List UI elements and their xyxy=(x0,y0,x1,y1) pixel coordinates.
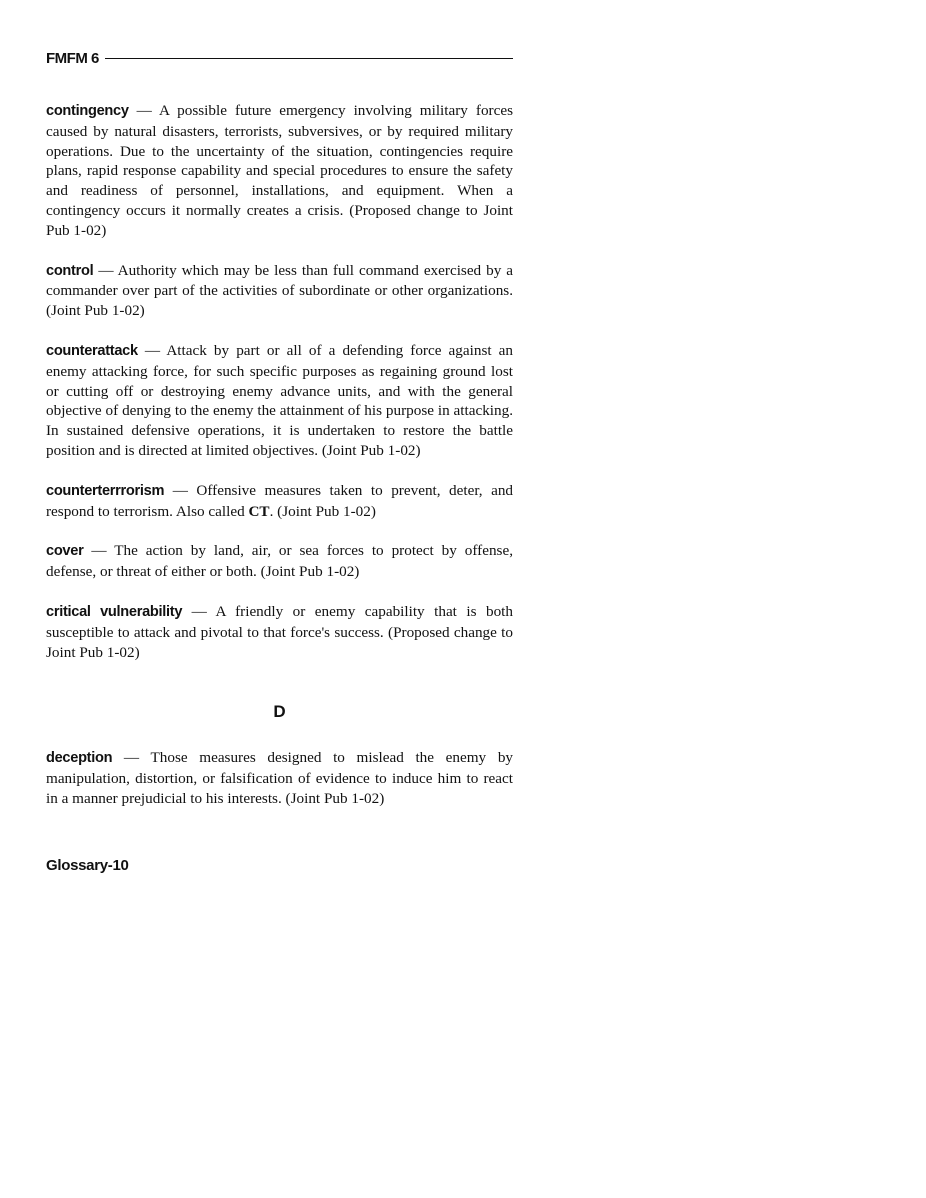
page-footer-label: Glossary-10 xyxy=(46,857,129,874)
glossary-entry-cover xyxy=(46,541,513,582)
glossary-entry-counterterrorism xyxy=(46,481,513,522)
entry-separator: — xyxy=(144,341,161,359)
entry-separator: — xyxy=(98,261,114,279)
entry-separator: — xyxy=(91,542,107,560)
section-heading-letter: D xyxy=(273,702,286,722)
entry-definition-end: . (Joint Pub 1-02) xyxy=(269,502,376,520)
entry-definition: Authority which may be less than full command exercised by a commander over part of the activities of subordinate or other organizations. (Joint Pub 1-02) xyxy=(46,261,513,320)
entry-separator: — xyxy=(172,481,188,499)
entry-term: deception xyxy=(46,750,113,767)
entry-definition: Offensive measures taken to prevent, deter, and respond to terrorism. Also called xyxy=(46,481,514,520)
glossary-entry-counterattack xyxy=(46,341,513,461)
glossary-entry-contingency xyxy=(46,101,513,241)
header-rule xyxy=(105,58,513,59)
page-header xyxy=(46,47,513,69)
entry-definition: Attack by part or all of a defending force against an enemy attacking force, for such specific purposes as regaining ground lost or cutting off or destroying enemy advance units, and with the general objective of denying to the enemy the attainment of his purpose in attacking. In sustained defensive operations, it is undertaken to restore the battle position and is directed at limited objectives. (Joint Pub 1-02) xyxy=(46,341,513,459)
entry-term: cover xyxy=(46,543,84,560)
glossary-entry-critical-vulnerability xyxy=(46,602,513,662)
entry-term: critical vulnerability xyxy=(46,603,183,620)
entry-definition: A friendly or enemy capability that is both susceptible to attack and pivotal to that force's success. (Proposed change to Joint Pub 1-02) xyxy=(46,602,513,661)
entry-definition: A possible future emergency involving military forces caused by natural disasters, terrorists, subversives, or by required military operations. Due to the uncertainty of the situation, contingencies require plans, rapid response capability and special procedures to ensure the safety and readiness of personnel, installations, and equipment. When a contingency occurs it normally creates a crisis. (Proposed change to Joint Pub 1-02) xyxy=(46,102,513,239)
glossary-entry-control xyxy=(46,261,513,321)
entry-term: contingency xyxy=(46,103,129,119)
entry-definition: Those measures designed to mislead the enemy by manipulation, distortion, or falsification of evidence to induce him to react in a manner prejudicial to his interests. (Joint Pub 1-02) xyxy=(46,749,514,807)
glossary-content xyxy=(46,101,513,829)
entry-term: control xyxy=(46,262,94,279)
entry-term: counterterrrorism xyxy=(46,482,165,499)
entry-separator: — xyxy=(191,602,207,620)
entry-separator: — xyxy=(136,102,152,119)
publication-title: FMFM 6 xyxy=(46,49,99,67)
entry-abbreviation: CT xyxy=(248,502,270,520)
glossary-entry-deception xyxy=(46,748,513,808)
entry-separator: — xyxy=(123,749,140,767)
entry-term: counterattack xyxy=(46,342,138,359)
entry-definition: The action by land, air, or sea forces to protect by offense, defense, or threat of either or both. (Joint Pub 1-02) xyxy=(46,542,514,581)
